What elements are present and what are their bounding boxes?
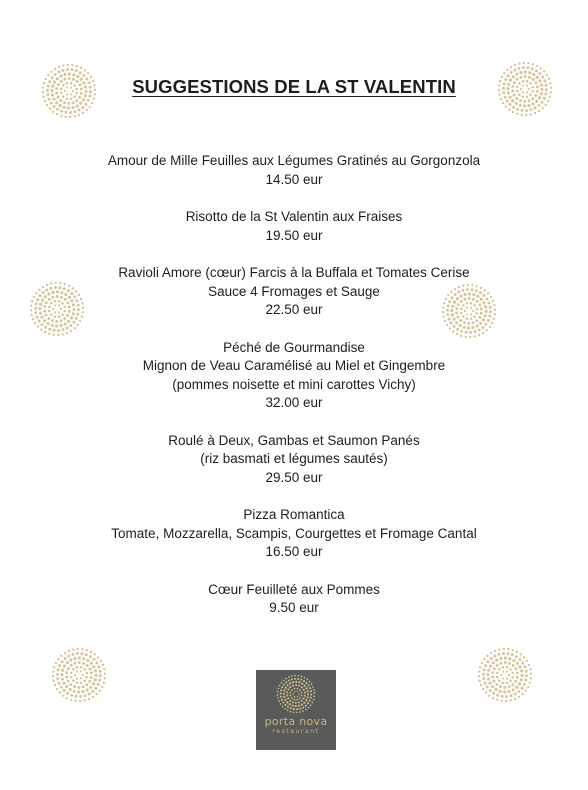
menu-item [0,152,588,189]
dish-description-line: (riz basmati et légumes sautés) [200,451,388,466]
restaurant-logo [256,670,336,750]
menu-item [0,506,588,562]
ornament-icon [26,278,88,340]
dish-name-line: Péché de Gourmandise [223,339,365,355]
dish-price: 32.00 eur [265,395,323,410]
dish-name-line: Pizza Romantica [243,507,345,522]
dish-price: 9.50 eur [269,600,319,615]
dish-name-line: Ravioli Amore (cœur) Farcis à la Buffala et Tomates Cerise [118,265,470,280]
dish-price: 14.50 eur [265,171,323,187]
dish-price: 16.50 eur [265,544,323,559]
menu-list [0,152,588,637]
ornament-icon [494,58,556,120]
menu-item [0,339,588,413]
ornament-icon [474,644,536,706]
dish-description-line: Sauce 4 Fromages et Sauge [208,283,380,299]
dish-name-line: Risotto de la St Valentin aux Fraises [185,209,403,224]
menu-item [0,208,588,245]
dish-description-line: (pommes noisette et mini carottes Vichy) [172,376,416,392]
ornament-icon [38,60,100,122]
dish-description-line: Mignon de Veau Caramélisé au Miel et Gingembre [142,358,446,373]
ornament-icon [438,280,500,342]
ornament-icon [48,644,110,706]
dish-price: 19.50 eur [265,227,323,243]
logo-ornament-icon [274,672,318,716]
logo-subtitle: restaurant [272,728,320,735]
menu-item [0,581,588,618]
dish-price: 29.50 eur [265,469,323,485]
dish-name-line: Cœur Feuilleté aux Pommes [208,581,380,597]
menu-item [0,432,588,488]
menu-title: SUGGESTIONS DE LA ST VALENTIN [132,76,456,97]
dish-price: 22.50 eur [265,302,323,317]
dish-name-line: Amour de Mille Feuilles aux Légumes Gratinés au Gorgonzola [107,153,481,168]
dish-description-line: Tomate, Mozzarella, Scampis, Courgettes et Fromage Cantal [111,525,477,541]
dish-name-line: Roulé à Deux, Gambas et Saumon Panés [168,432,420,448]
logo-name: porta nova [264,715,328,728]
